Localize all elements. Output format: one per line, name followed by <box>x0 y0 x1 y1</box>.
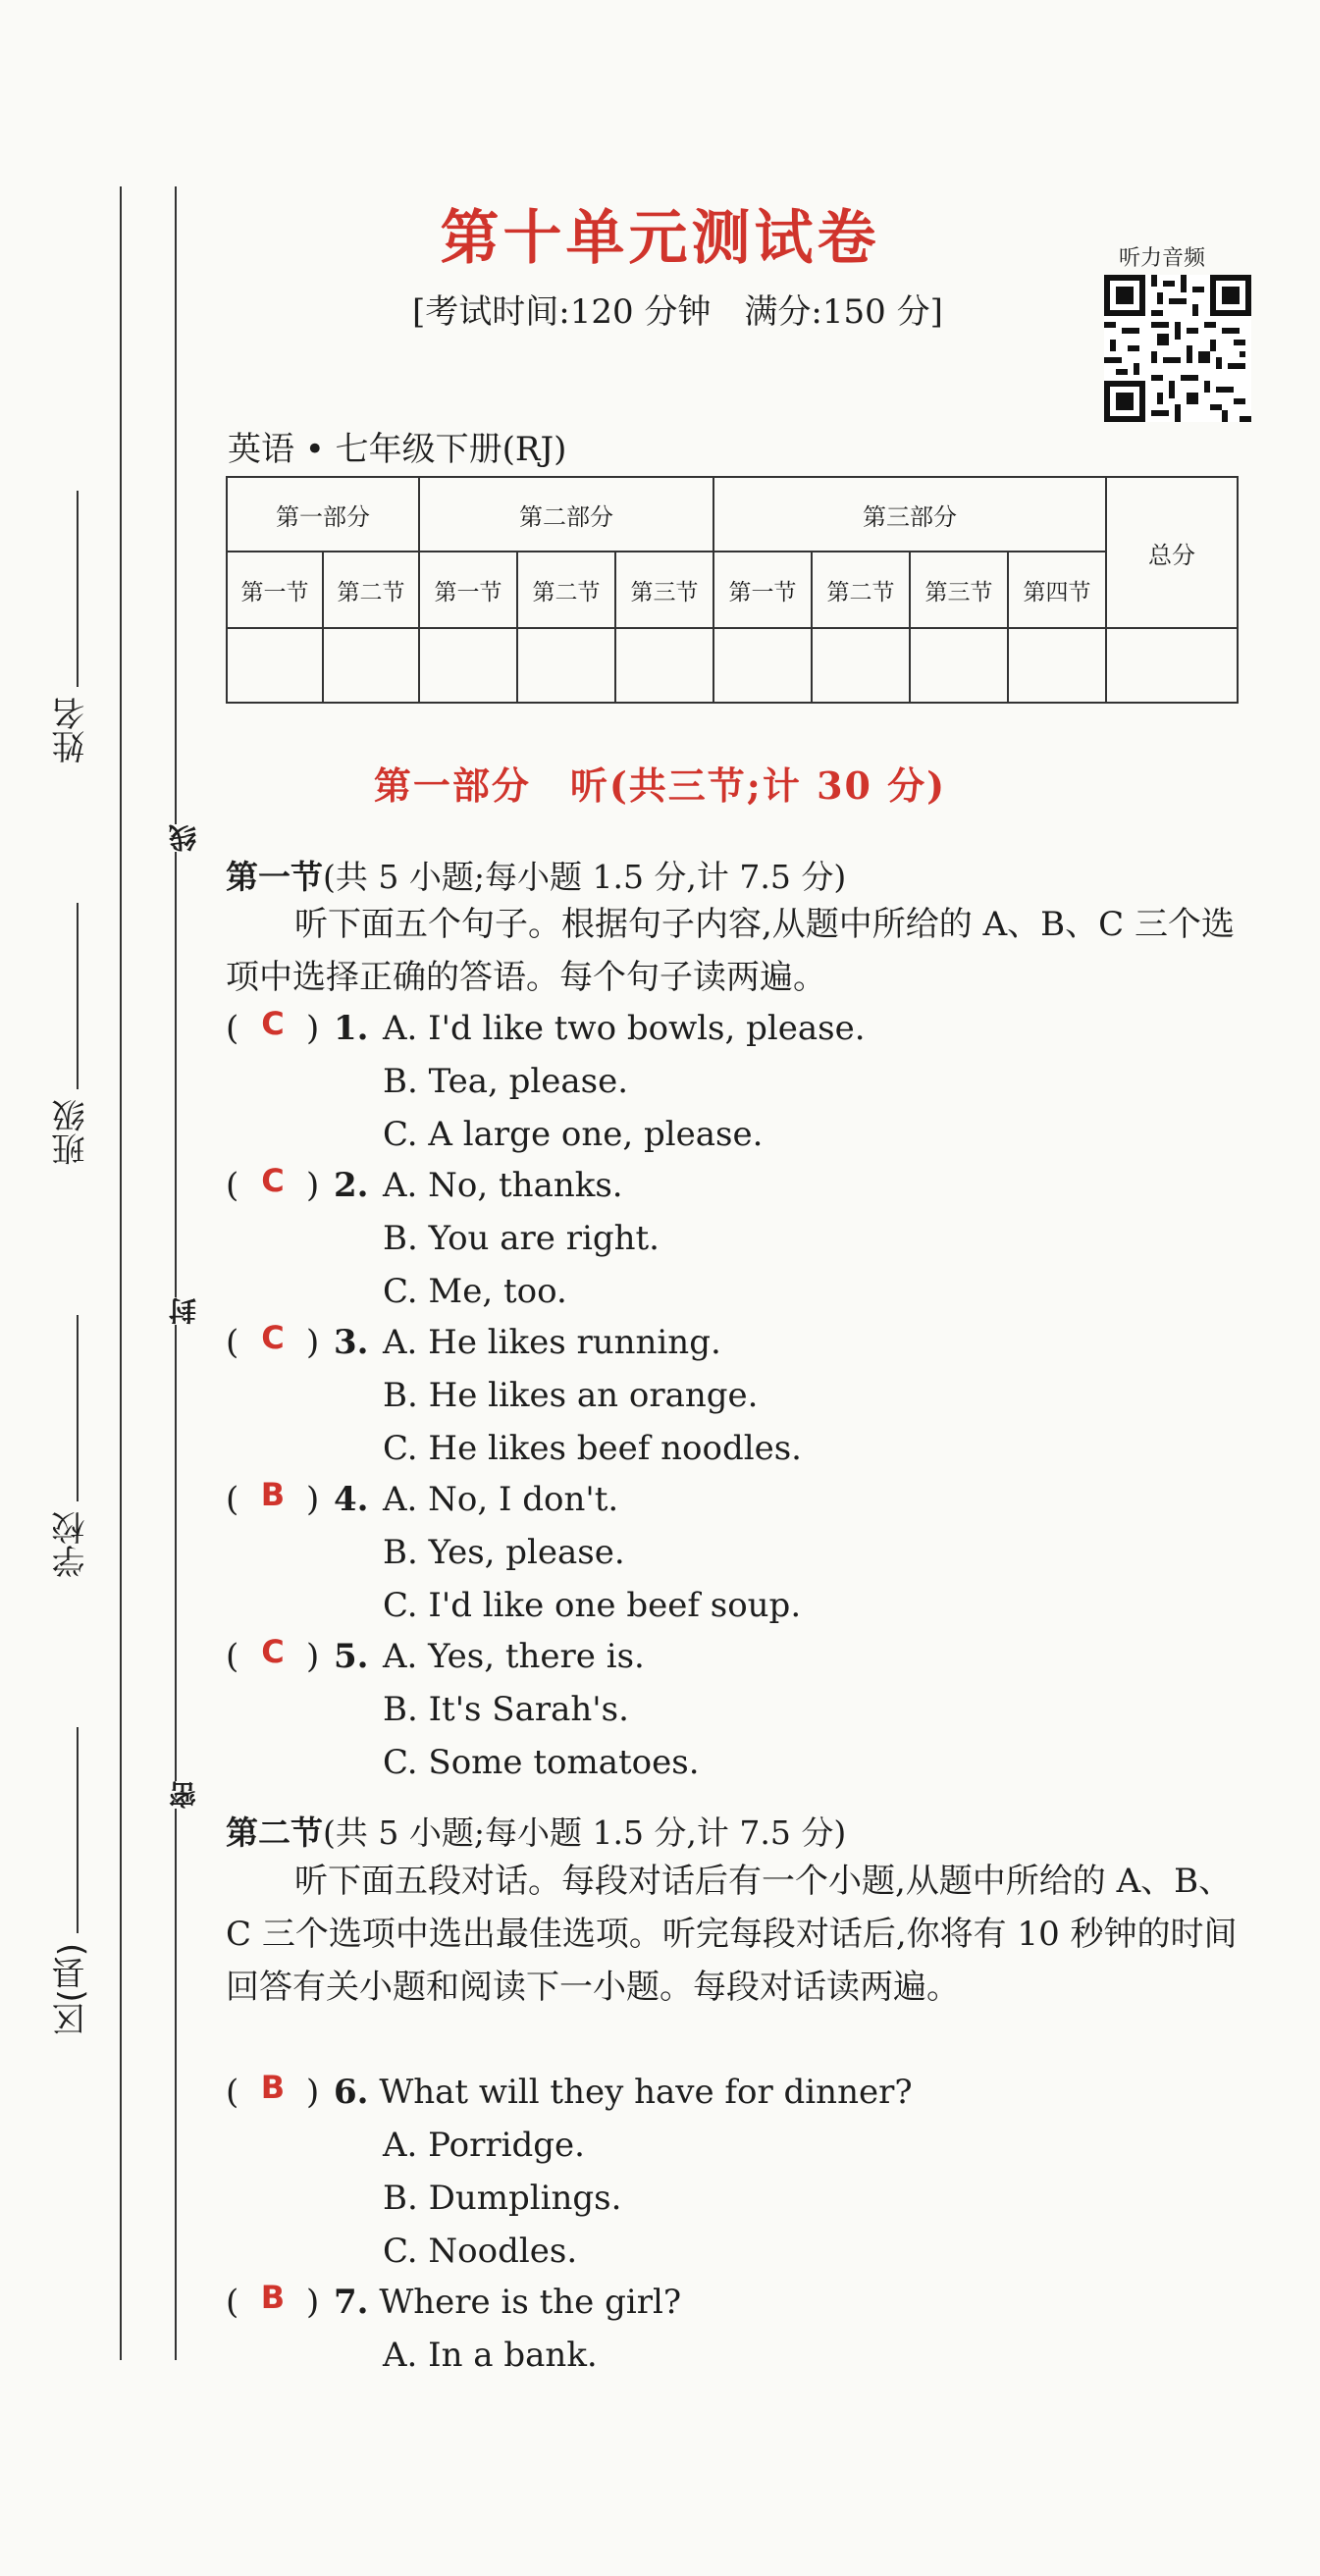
section2-instruction: 听下面五段对话。每段对话后有一个小题,从题中所给的 A、B、C 三个选项中选出最佳选项。听完每段对话后,你将有 10 秒钟的时间回答有关小题和阅读下一小题。每段对话读两遍。 <box>226 1862 1238 2007</box>
answer-bracket: ( B ) <box>226 1476 320 1519</box>
exam-info: [考试时间:120 分钟 满分:150 分] <box>412 292 943 332</box>
score-cell[interactable] <box>615 628 713 703</box>
section1-instruction: 听下面五个句子。根据句子内容,从题中所给的 A、B、C 三个选项中选择正确的答语。每个句子读两遍。 <box>226 905 1235 997</box>
class-field <box>47 903 106 1197</box>
score-table <box>226 476 1239 704</box>
qr-code-icon[interactable] <box>1104 275 1251 422</box>
score-p3-s3: 第三节 <box>910 552 1008 628</box>
score-p1-s1: 第一节 <box>227 552 323 628</box>
section2-heading <box>226 1808 846 1854</box>
score-cell[interactable] <box>910 628 1008 703</box>
section2-title: 第二节 <box>226 1814 323 1852</box>
binding-line-inner <box>175 186 177 2360</box>
option-6c: C. Noodles. <box>383 2232 578 2271</box>
answer-mark: B <box>260 2279 286 2316</box>
option-5c: C. Some tomatoes. <box>383 1743 700 1782</box>
score-cell[interactable] <box>227 628 323 703</box>
score-part1-header: 第一部分 <box>227 477 419 552</box>
answer-mark: C <box>261 1005 285 1042</box>
answer-mark: B <box>260 2069 286 2106</box>
answer-bracket: ( C ) <box>226 1005 320 1048</box>
option-5b: B. It's Sarah's. <box>383 1690 629 1729</box>
question-5: ( C ) 5. <box>226 1633 369 1676</box>
option-2c: C. Me, too. <box>383 1272 567 1311</box>
section1-heading <box>226 852 846 898</box>
score-p3-s2: 第二节 <box>812 552 910 628</box>
option-4b: B. Yes, please. <box>383 1533 625 1572</box>
score-p2-s2: 第二节 <box>517 552 615 628</box>
part1-heading: 第一部分 听(共三节;计 30 分) <box>373 763 947 808</box>
score-part2-header: 第二部分 <box>419 477 713 552</box>
score-total-header: 总分 <box>1106 477 1238 628</box>
question-7-stem: Where is the girl? <box>379 2283 682 2322</box>
answer-bracket: ( C ) <box>226 1162 320 1205</box>
score-p2-s3: 第三节 <box>615 552 713 628</box>
seal-word-seal: 封 <box>165 1297 190 1325</box>
answer-mark: B <box>260 1476 286 1513</box>
question-4: ( B ) 4. <box>226 1476 369 1519</box>
score-cell[interactable] <box>812 628 910 703</box>
score-cell[interactable] <box>323 628 419 703</box>
answer-mark: C <box>261 1162 285 1199</box>
score-cell[interactable] <box>517 628 615 703</box>
district-field-label: 区(县) <box>52 1943 91 2036</box>
binding-line-outer <box>120 186 122 2360</box>
answer-mark: C <box>261 1633 285 1670</box>
option-2b: B. You are right. <box>383 1219 660 1258</box>
option-3b: B. He likes an orange. <box>383 1376 759 1415</box>
score-p3-s1: 第一节 <box>713 552 812 628</box>
page-title: 第十单元测试卷 <box>440 204 880 273</box>
option-2a: A. No, thanks. <box>383 1166 623 1205</box>
score-part3-header: 第三部分 <box>713 477 1106 552</box>
option-1c: C. A large one, please. <box>383 1115 764 1154</box>
option-3c: C. He likes beef noodles. <box>383 1429 802 1468</box>
qr-label: 听力音频 <box>1119 246 1206 271</box>
answer-bracket: ( B ) <box>226 2069 320 2112</box>
option-4a: A. No, I don't. <box>383 1480 619 1519</box>
school-field-label: 学校 <box>52 1511 91 1578</box>
option-1b: B. Tea, please. <box>383 1062 629 1101</box>
section2-note: (共 5 小题;每小题 1.5 分,计 7.5 分) <box>323 1814 847 1852</box>
option-1a: A. I'd like two bowls, please. <box>383 1009 866 1048</box>
score-p3-s4: 第四节 <box>1008 552 1106 628</box>
option-7a: A. In a bank. <box>383 2336 598 2375</box>
score-p1-s2: 第二节 <box>323 552 419 628</box>
answer-bracket: ( C ) <box>226 1633 320 1676</box>
question-7: ( B ) 7. Where is the girl? <box>226 2279 682 2322</box>
score-cell[interactable] <box>713 628 812 703</box>
seal-word-line: 线 <box>165 824 190 852</box>
option-6a: A. Porridge. <box>383 2126 585 2165</box>
district-field <box>47 1727 106 2061</box>
option-3a: A. He likes running. <box>383 1323 721 1362</box>
seal-word-secret: 密 <box>165 1781 190 1809</box>
option-4c: C. I'd like one beef soup. <box>383 1586 802 1625</box>
option-5a: A. Yes, there is. <box>383 1637 645 1676</box>
class-field-label: 班级 <box>52 1099 91 1166</box>
subject-label: 英语 • 七年级下册(RJ) <box>228 430 567 469</box>
question-2: ( C ) 2. <box>226 1162 369 1205</box>
question-1: ( C ) 1. <box>226 1005 369 1048</box>
name-field <box>47 491 106 785</box>
name-field-label: 姓名 <box>52 697 91 763</box>
score-cell[interactable] <box>1008 628 1106 703</box>
answer-bracket: ( C ) <box>226 1319 320 1362</box>
score-cell[interactable] <box>419 628 517 703</box>
school-field <box>47 1315 106 1609</box>
score-total-cell[interactable] <box>1106 628 1238 703</box>
question-6: ( B ) 6. What will they have for dinner? <box>226 2069 913 2112</box>
question-6-stem: What will they have for dinner? <box>379 2073 913 2112</box>
option-6b: B. Dumplings. <box>383 2179 622 2218</box>
answer-mark: C <box>261 1319 285 1356</box>
question-3: ( C ) 3. <box>226 1319 369 1362</box>
score-p2-s1: 第一节 <box>419 552 517 628</box>
answer-bracket: ( B ) <box>226 2279 320 2322</box>
section1-title: 第一节 <box>226 858 323 896</box>
section1-note: (共 5 小题;每小题 1.5 分,计 7.5 分) <box>323 858 847 896</box>
